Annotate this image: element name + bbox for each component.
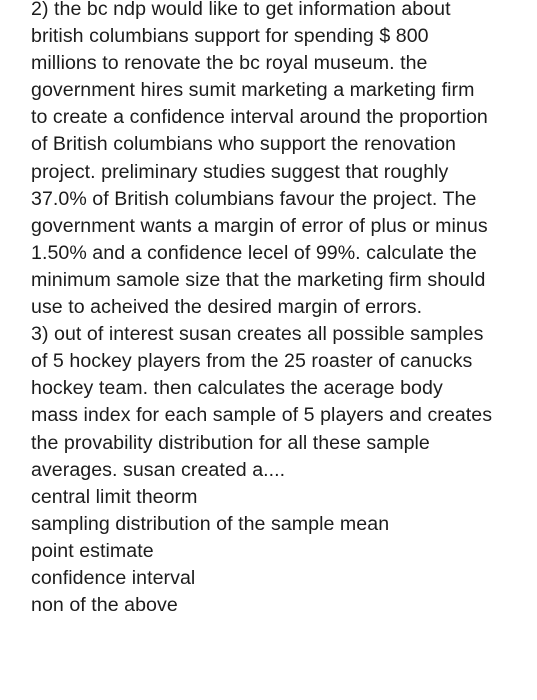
question-2-line: to create a confidence interval around the proportion (31, 106, 488, 129)
answer-option: sampling distribution of the sample mean (31, 512, 390, 535)
question-2-line: millions to renovate the bc royal museum. the (31, 52, 428, 75)
question-2-line: 1.50% and a confidence lecel of 99%. calculate the (31, 241, 477, 264)
question-2-line: use to acheived the desired margin of errors. (31, 296, 423, 319)
answer-option: confidence interval (31, 566, 196, 589)
answer-option: non of the above (31, 594, 178, 617)
question-2-line: british columbians support for spending $ 800 (31, 25, 429, 48)
question-3 (31, 321, 531, 619)
question-2-line: 2) the bc ndp would like to get information about (31, 0, 451, 20)
question-3-line: hockey team. then calculates the acerage body (31, 377, 443, 400)
answer-option: point estimate (31, 539, 154, 562)
document-body (31, 0, 531, 619)
question-2 (31, 0, 531, 321)
question-3-line: 3) out of interest susan creates all possible samples (31, 323, 484, 346)
answer-option: central limit theorm (31, 485, 198, 508)
answer-options (31, 484, 531, 619)
question-2-line: government hires sumit marketing a marketing firm (31, 79, 475, 102)
question-2-line: government wants a margin of error of plus or minus (31, 214, 488, 237)
question-2-line: minimum samole size that the marketing firm should (31, 268, 486, 291)
question-2-line: project. preliminary studies suggest that roughly (31, 160, 449, 183)
question-3-line: mass index for each sample of 5 players and creates (31, 404, 493, 427)
question-3-line: the provability distribution for all these sample (31, 431, 430, 454)
question-2-line: of British columbians who support the renovation (31, 133, 456, 156)
question-3-line: of 5 hockey players from the 25 roaster of canucks (31, 350, 473, 373)
question-2-line: 37.0% of British columbians favour the project. The (31, 187, 477, 210)
question-3-line: averages. susan created a.... (31, 458, 286, 481)
